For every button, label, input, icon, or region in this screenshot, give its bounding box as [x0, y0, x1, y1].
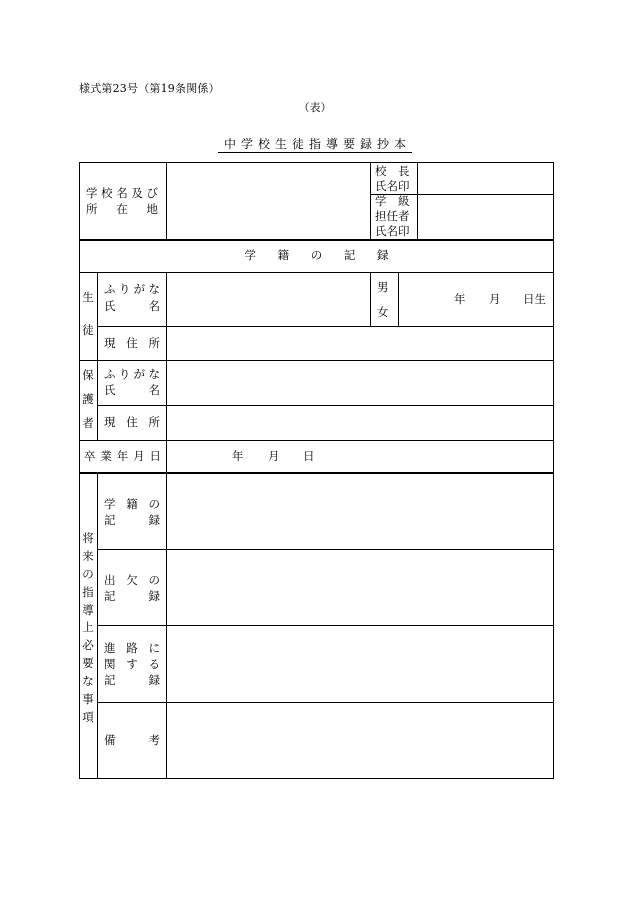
career-record-label-2: 関 す る [104, 657, 160, 671]
rule [79, 440, 554, 441]
rule [97, 405, 554, 406]
student-address-label: 現 住 所 [104, 336, 160, 350]
rule [370, 272, 371, 327]
form-number: 様式第23号（第19条関係） [79, 82, 220, 95]
graduation-day: 日 [303, 449, 315, 463]
attendance-record-label: 出 欠 の [104, 573, 160, 587]
enrollment-record-label-2: 記 録 [104, 513, 160, 527]
rule [398, 272, 399, 327]
sex-female: 女 [377, 305, 389, 319]
graduation-month: 月 [268, 449, 280, 463]
document-title [0, 135, 630, 152]
rule [97, 625, 554, 626]
rule [370, 162, 371, 240]
sex-male: 男 [377, 280, 389, 294]
guardian-furigana-label: ふ り が な [104, 367, 160, 381]
guardian-name-label: 氏 名 [104, 383, 160, 397]
career-record-label-3: 記 録 [104, 673, 160, 687]
page-side-label: （表） [298, 101, 332, 114]
school-address-label: 所 在 地 [86, 202, 158, 216]
rule [97, 326, 554, 327]
guardian-label: 保 護 者 [82, 368, 94, 430]
registry-section-title: 学 籍 の 記 録 [244, 248, 389, 262]
enrollment-record-label: 学 籍 の [104, 497, 160, 511]
rule [97, 702, 554, 703]
rule [97, 272, 98, 440]
school-name-label: 学 校 名 及 び [86, 186, 158, 200]
title-text: 中学校生徒指導要録抄本 [218, 137, 412, 153]
guidance-section-label: 将 来 の 指 導 上 必 要 な 事 項 [82, 531, 94, 724]
homeroom-teacher-label: 学 級 担任者 氏名印 [375, 194, 410, 238]
rule [79, 360, 554, 361]
attendance-record-label-2: 記 録 [104, 589, 160, 603]
birth-day: 日生 [523, 292, 546, 306]
student-name-label: 氏 名 [104, 299, 160, 313]
rule [79, 272, 554, 273]
rule [166, 473, 167, 779]
career-record-label: 進 路 に [104, 641, 160, 655]
rule [97, 473, 98, 779]
rule [166, 272, 167, 473]
remarks-label: 備 考 [104, 733, 160, 747]
birth-month: 月 [489, 292, 501, 306]
birth-year: 年 [454, 292, 466, 306]
rule [417, 162, 418, 240]
guardian-address-label: 現 住 所 [104, 415, 160, 429]
graduation-year: 年 [232, 449, 244, 463]
rule [79, 472, 554, 474]
principal-label: 校 長 氏名印 [375, 164, 410, 193]
student-label: 生 徒 [82, 290, 94, 337]
rule [166, 162, 167, 240]
rule [79, 239, 554, 241]
student-furigana-label: ふ り が な [104, 282, 160, 296]
rule [97, 549, 554, 550]
graduation-date-label: 卒 業 年 月 日 [84, 449, 161, 463]
